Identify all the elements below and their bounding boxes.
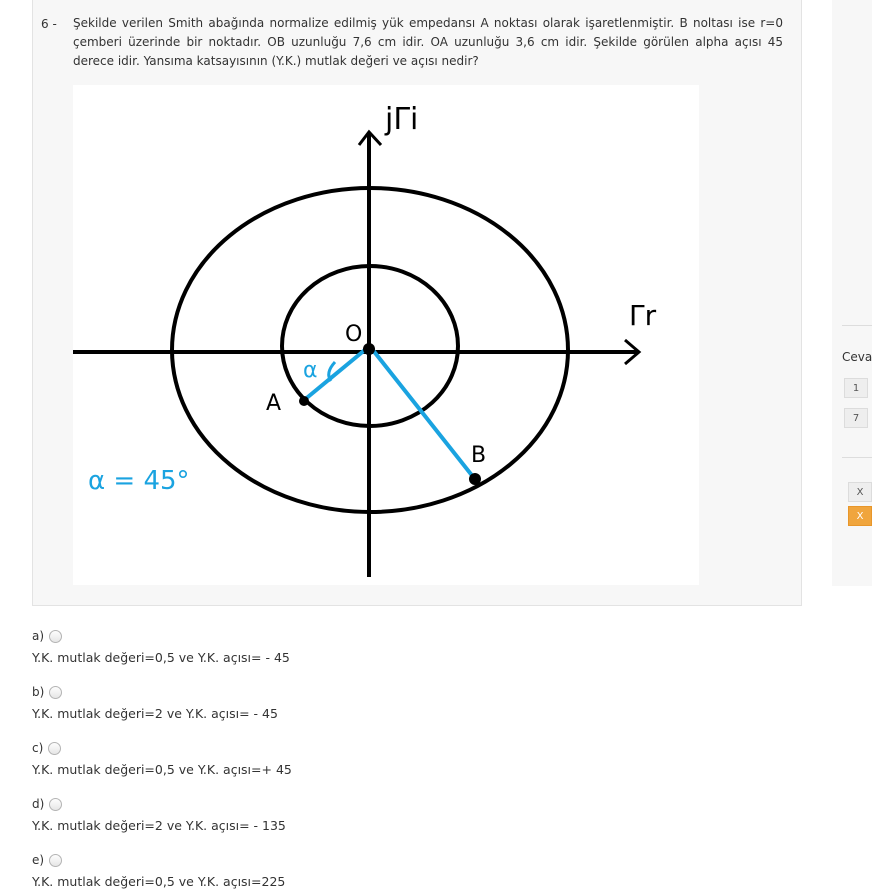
option-e-radio[interactable] bbox=[49, 854, 62, 867]
option-c[interactable] bbox=[32, 740, 632, 777]
option-a-letter: a) bbox=[32, 629, 45, 643]
option-c-radio[interactable] bbox=[48, 742, 61, 755]
option-c-letter: c) bbox=[32, 741, 44, 755]
option-b-radio[interactable] bbox=[49, 686, 62, 699]
option-d[interactable] bbox=[32, 796, 632, 833]
option-c-text: Y.K. mutlak değeri=0,5 ve Y.K. açısı=+ 45 bbox=[32, 762, 292, 777]
answer-sidebar bbox=[832, 0, 872, 586]
sidebar-divider bbox=[842, 325, 872, 326]
question-box bbox=[32, 0, 802, 606]
sidebar-x-button[interactable]: X bbox=[848, 482, 872, 502]
option-a[interactable] bbox=[32, 628, 632, 665]
smith-chart-svg bbox=[73, 85, 699, 585]
label-a: A bbox=[266, 391, 282, 416]
point-o bbox=[363, 343, 375, 355]
sidebar-title: Ceva bbox=[842, 350, 872, 364]
option-d-letter: d) bbox=[32, 797, 45, 811]
sidebar-divider-2 bbox=[842, 457, 872, 458]
option-a-radio[interactable] bbox=[49, 630, 62, 643]
label-o: O bbox=[345, 322, 363, 347]
point-b bbox=[469, 473, 481, 485]
option-e-letter: e) bbox=[32, 853, 45, 867]
option-b[interactable] bbox=[32, 684, 632, 721]
label-alpha-small: α bbox=[303, 358, 318, 383]
label-b: B bbox=[471, 443, 487, 468]
point-a bbox=[299, 396, 309, 406]
label-gamma-r: Γr bbox=[629, 299, 657, 332]
nav-question-7[interactable]: 7 bbox=[844, 408, 868, 428]
label-alpha-equation: α = 45° bbox=[88, 466, 190, 496]
nav-question-1[interactable]: 1 bbox=[844, 378, 868, 398]
sidebar-x-button-active[interactable]: X bbox=[848, 506, 872, 526]
label-j-gamma-i: jΓi bbox=[385, 102, 419, 137]
question-text: Şekilde verilen Smith abağında normalize edilmiş yük empedansı A noktası olarak işaretlenmiştir. B noltası ise r=0 çemberi üzerinde bir noktadır. OB uzunluğu 7,6 cm idir. OA uzunluğu 3,6 cm idir. Şekilde görülen alpha açısı 45 derece idir. Yansıma katsayısının (Y.K.) mutlak değeri ve açısı nedir? bbox=[73, 16, 783, 68]
option-e-text: Y.K. mutlak değeri=0,5 ve Y.K. açısı=225 bbox=[32, 874, 286, 889]
option-b-text: Y.K. mutlak değeri=2 ve Y.K. açısı= - 45 bbox=[32, 706, 278, 721]
option-d-radio[interactable] bbox=[49, 798, 62, 811]
option-b-letter: b) bbox=[32, 685, 45, 699]
question-number: 6 - bbox=[41, 17, 57, 31]
option-d-text: Y.K. mutlak değeri=2 ve Y.K. açısı= - 135 bbox=[32, 818, 286, 833]
option-a-text: Y.K. mutlak değeri=0,5 ve Y.K. açısı= - 45 bbox=[32, 650, 290, 665]
smith-chart-figure bbox=[73, 85, 699, 585]
line-ob bbox=[372, 349, 474, 478]
option-e[interactable] bbox=[32, 852, 632, 889]
